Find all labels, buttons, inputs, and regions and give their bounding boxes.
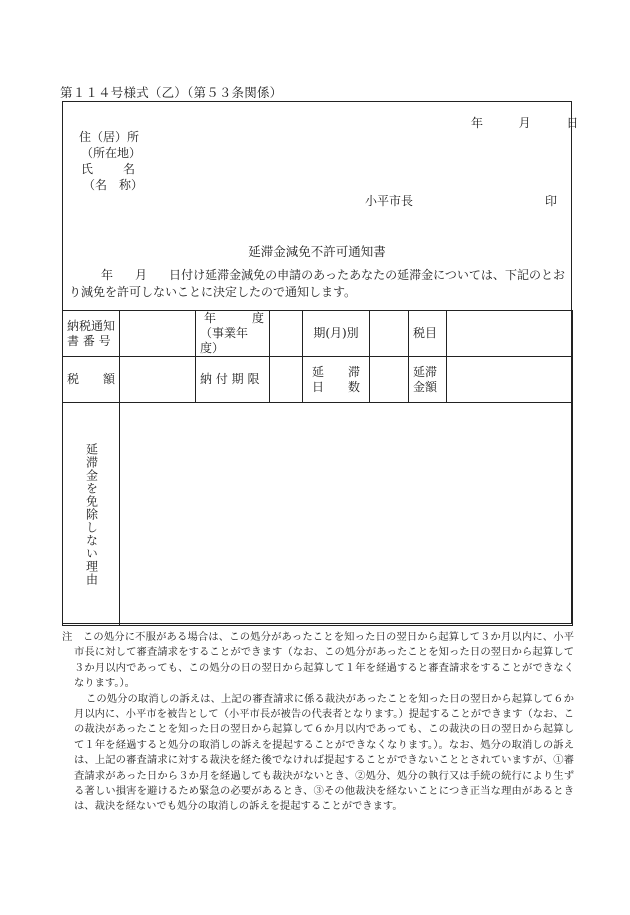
due-date-label: 納 付 期 限 [196,357,270,403]
tax-amount-label: 税 額 [63,357,120,403]
notice-number-label: 納税通知 書 番 号 [63,311,120,357]
name-label-first: 氏 [81,162,94,176]
table-row [63,357,573,403]
tax-item-label: 税目 [409,311,447,357]
body-month: 月 [135,268,148,282]
notes-section [62,630,574,815]
delay-days-label: 延 滞 日 数 [303,357,370,403]
delay-amount-label: 延滞 金額 [409,357,447,403]
tax-item-value [447,311,573,357]
period-label: 期(月)別 [303,311,370,357]
reason-value [120,403,573,626]
date-line [471,116,578,130]
reason-label-cell [63,403,120,626]
tax-detail-table [62,310,573,626]
delay-amount-value [447,357,573,403]
location-label: （所在地） [81,146,142,160]
notice-number-value [120,311,196,357]
document-title: 延滞金減免不許可通知書 [248,244,386,259]
issuer-name: 小平市長 [365,194,414,208]
tax-amount-value [120,357,196,403]
fiscal-year-value [270,311,303,357]
address-label: 住（居）所 [79,130,140,144]
body-year: 年 [101,268,114,282]
title-label: （名 称） [83,178,144,192]
table-row [63,403,573,626]
period-value [370,311,409,357]
date-month: 月 [518,116,531,130]
note-lawsuit: この処分の取消しの訴えは、上記の審査請求に係る裁決があったことを知った日の翌日から起算して６か月以内に、小平市を被告として（小平市長が被告の代表者となります。）提起することができます（なお、この裁決があったことを知った日の翌日から起算して６か月以内であっても、この裁決の日の翌日から起算して１年を経過すると処分の取消しの訴えを提起することができなくなります。）。なお、処分の取消しの訴えは、上記の審査請求に対する裁決を経た後でなければ提起することができないこととされていますが、①審査請求があった日から３か月を経過しても裁決がないとき、②処分、処分の執行又は手続の続行により生ずる著しい損害を避けるため緊急の必要があるとき、③その他裁決を経ないことにつき正当な理由があるときは、裁決を経ないでも処分の取消しの訴えを提起することができます。 [74,692,574,813]
date-day: 日 [566,116,579,130]
notice-form-frame [62,101,579,624]
date-year: 年 [471,116,484,130]
name-label-second: 名 [123,162,136,176]
due-date-value [270,357,303,403]
fiscal-year-label: 年 度 （事業年度） [196,311,270,357]
note-appeal: 注 この処分に不服がある場合は、この処分があったことを知った日の翌日から起算して３か月以内に、小平市長に対して審査請求をすることができます（なお、この処分があったことを知った日の翌日から起算して３か月以内であっても、この処分の日の翌日から起算して１年を経過すると審査請求をすることができなくなります。）。 [62,631,574,690]
form-number-title: 第１１４号様式（乙）（第５３条関係） [60,85,283,100]
delay-days-value [370,357,409,403]
notice-body [69,267,565,301]
seal-mark: 印 [545,194,558,208]
body-text: 日付け延滞金減免の申請のあったあなたの延滞金については、下記のとおり減免を許可しないことに決定したので通知します。 [69,268,565,299]
reason-label: 延滞金を免除しない理由 [84,442,99,586]
table-row [63,311,573,357]
